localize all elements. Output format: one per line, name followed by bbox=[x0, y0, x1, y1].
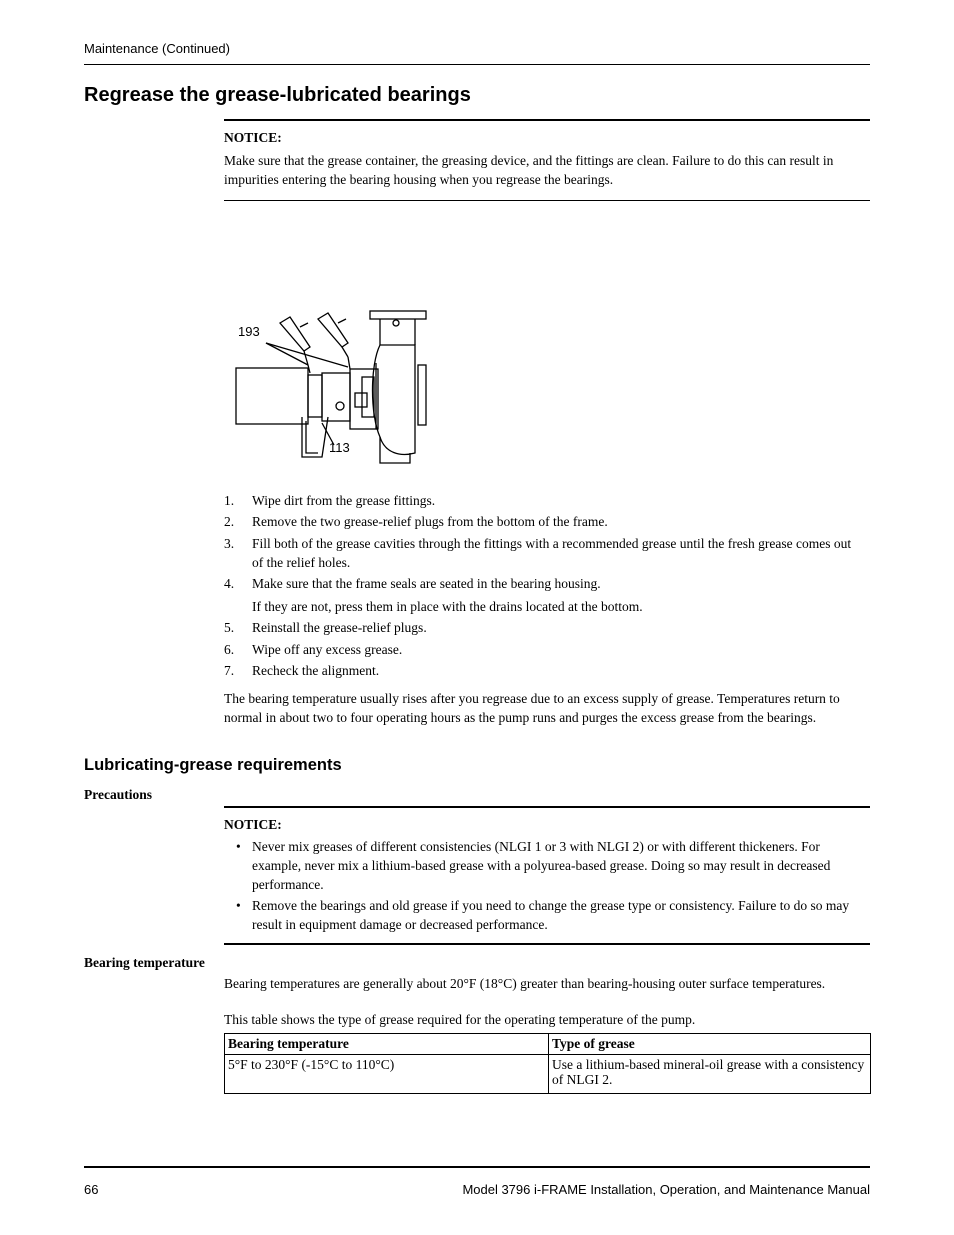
page-title: Regrease the grease-lubricated bearings bbox=[84, 84, 471, 106]
bullet-mark: • bbox=[236, 898, 241, 913]
notice-text: Make sure that the grease container, the greasing device, and the fittings are clean. Failure to do this can result in impurities entering the bearing housing when you regrease the bearings. bbox=[224, 153, 834, 187]
bearing-temp-para: Bearing temperatures are generally about 20°F (18°C) greater than bearing-housing outer surface temperatures. bbox=[224, 976, 826, 991]
running-header: Maintenance (Continued) bbox=[84, 41, 230, 56]
table-cell: 5°F to 230°F (-15°C to 110°C) bbox=[225, 1055, 549, 1094]
bullet-mark: • bbox=[236, 839, 241, 854]
temperature-note: The bearing temperature usually rises after you regrease due to an excess supply of grease. Temperatures return to normal in about two to four operating hours as the pump runs and purges the excess grease from the bearings. bbox=[224, 691, 840, 725]
table-cell: Use a lithium-based mineral-oil grease with a consistency of NLGI 2. bbox=[549, 1055, 871, 1094]
table-row bbox=[225, 1055, 871, 1094]
footer-divider bbox=[84, 1166, 870, 1168]
notice-bottom-rule bbox=[224, 200, 870, 201]
manual-title: Model 3796 i-FRAME Installation, Operation, and Maintenance Manual bbox=[462, 1182, 870, 1197]
table-header-row bbox=[225, 1034, 871, 1055]
precautions-top-rule bbox=[224, 806, 870, 808]
callout-193: 193 bbox=[238, 324, 260, 339]
table-intro: This table shows the type of grease required for the operating temperature of the pump. bbox=[224, 1012, 696, 1027]
bearing-temp-heading: Bearing temperature bbox=[84, 955, 205, 970]
column-header: Type of grease bbox=[549, 1034, 871, 1055]
page-number: 66 bbox=[84, 1182, 99, 1197]
precautions-bottom-rule bbox=[224, 943, 870, 945]
header-divider bbox=[84, 64, 870, 65]
grease-table bbox=[224, 1033, 871, 1094]
precaution-bullet: Remove the bearings and old grease if you need to change the grease type or consistency. Failure to do so may result in equipment damage or decreased performance. bbox=[252, 898, 850, 932]
callout-113: 113 bbox=[329, 440, 350, 455]
notice-label: NOTICE: bbox=[224, 130, 282, 145]
column-header: Bearing temperature bbox=[225, 1034, 549, 1055]
section-subtitle: Lubricating-grease requirements bbox=[84, 756, 342, 774]
precaution-bullet: Never mix greases of different consistencies (NLGI 1 or 3 with NLGI 2) or with different thickeners. For example, never mix a lithium-based grease with a polyurea-based grease. Doing so may result in decreased performance. bbox=[252, 839, 831, 892]
precautions-heading: Precautions bbox=[84, 787, 152, 802]
notice-top-rule bbox=[224, 119, 870, 121]
precautions-notice-label: NOTICE: bbox=[224, 817, 282, 832]
